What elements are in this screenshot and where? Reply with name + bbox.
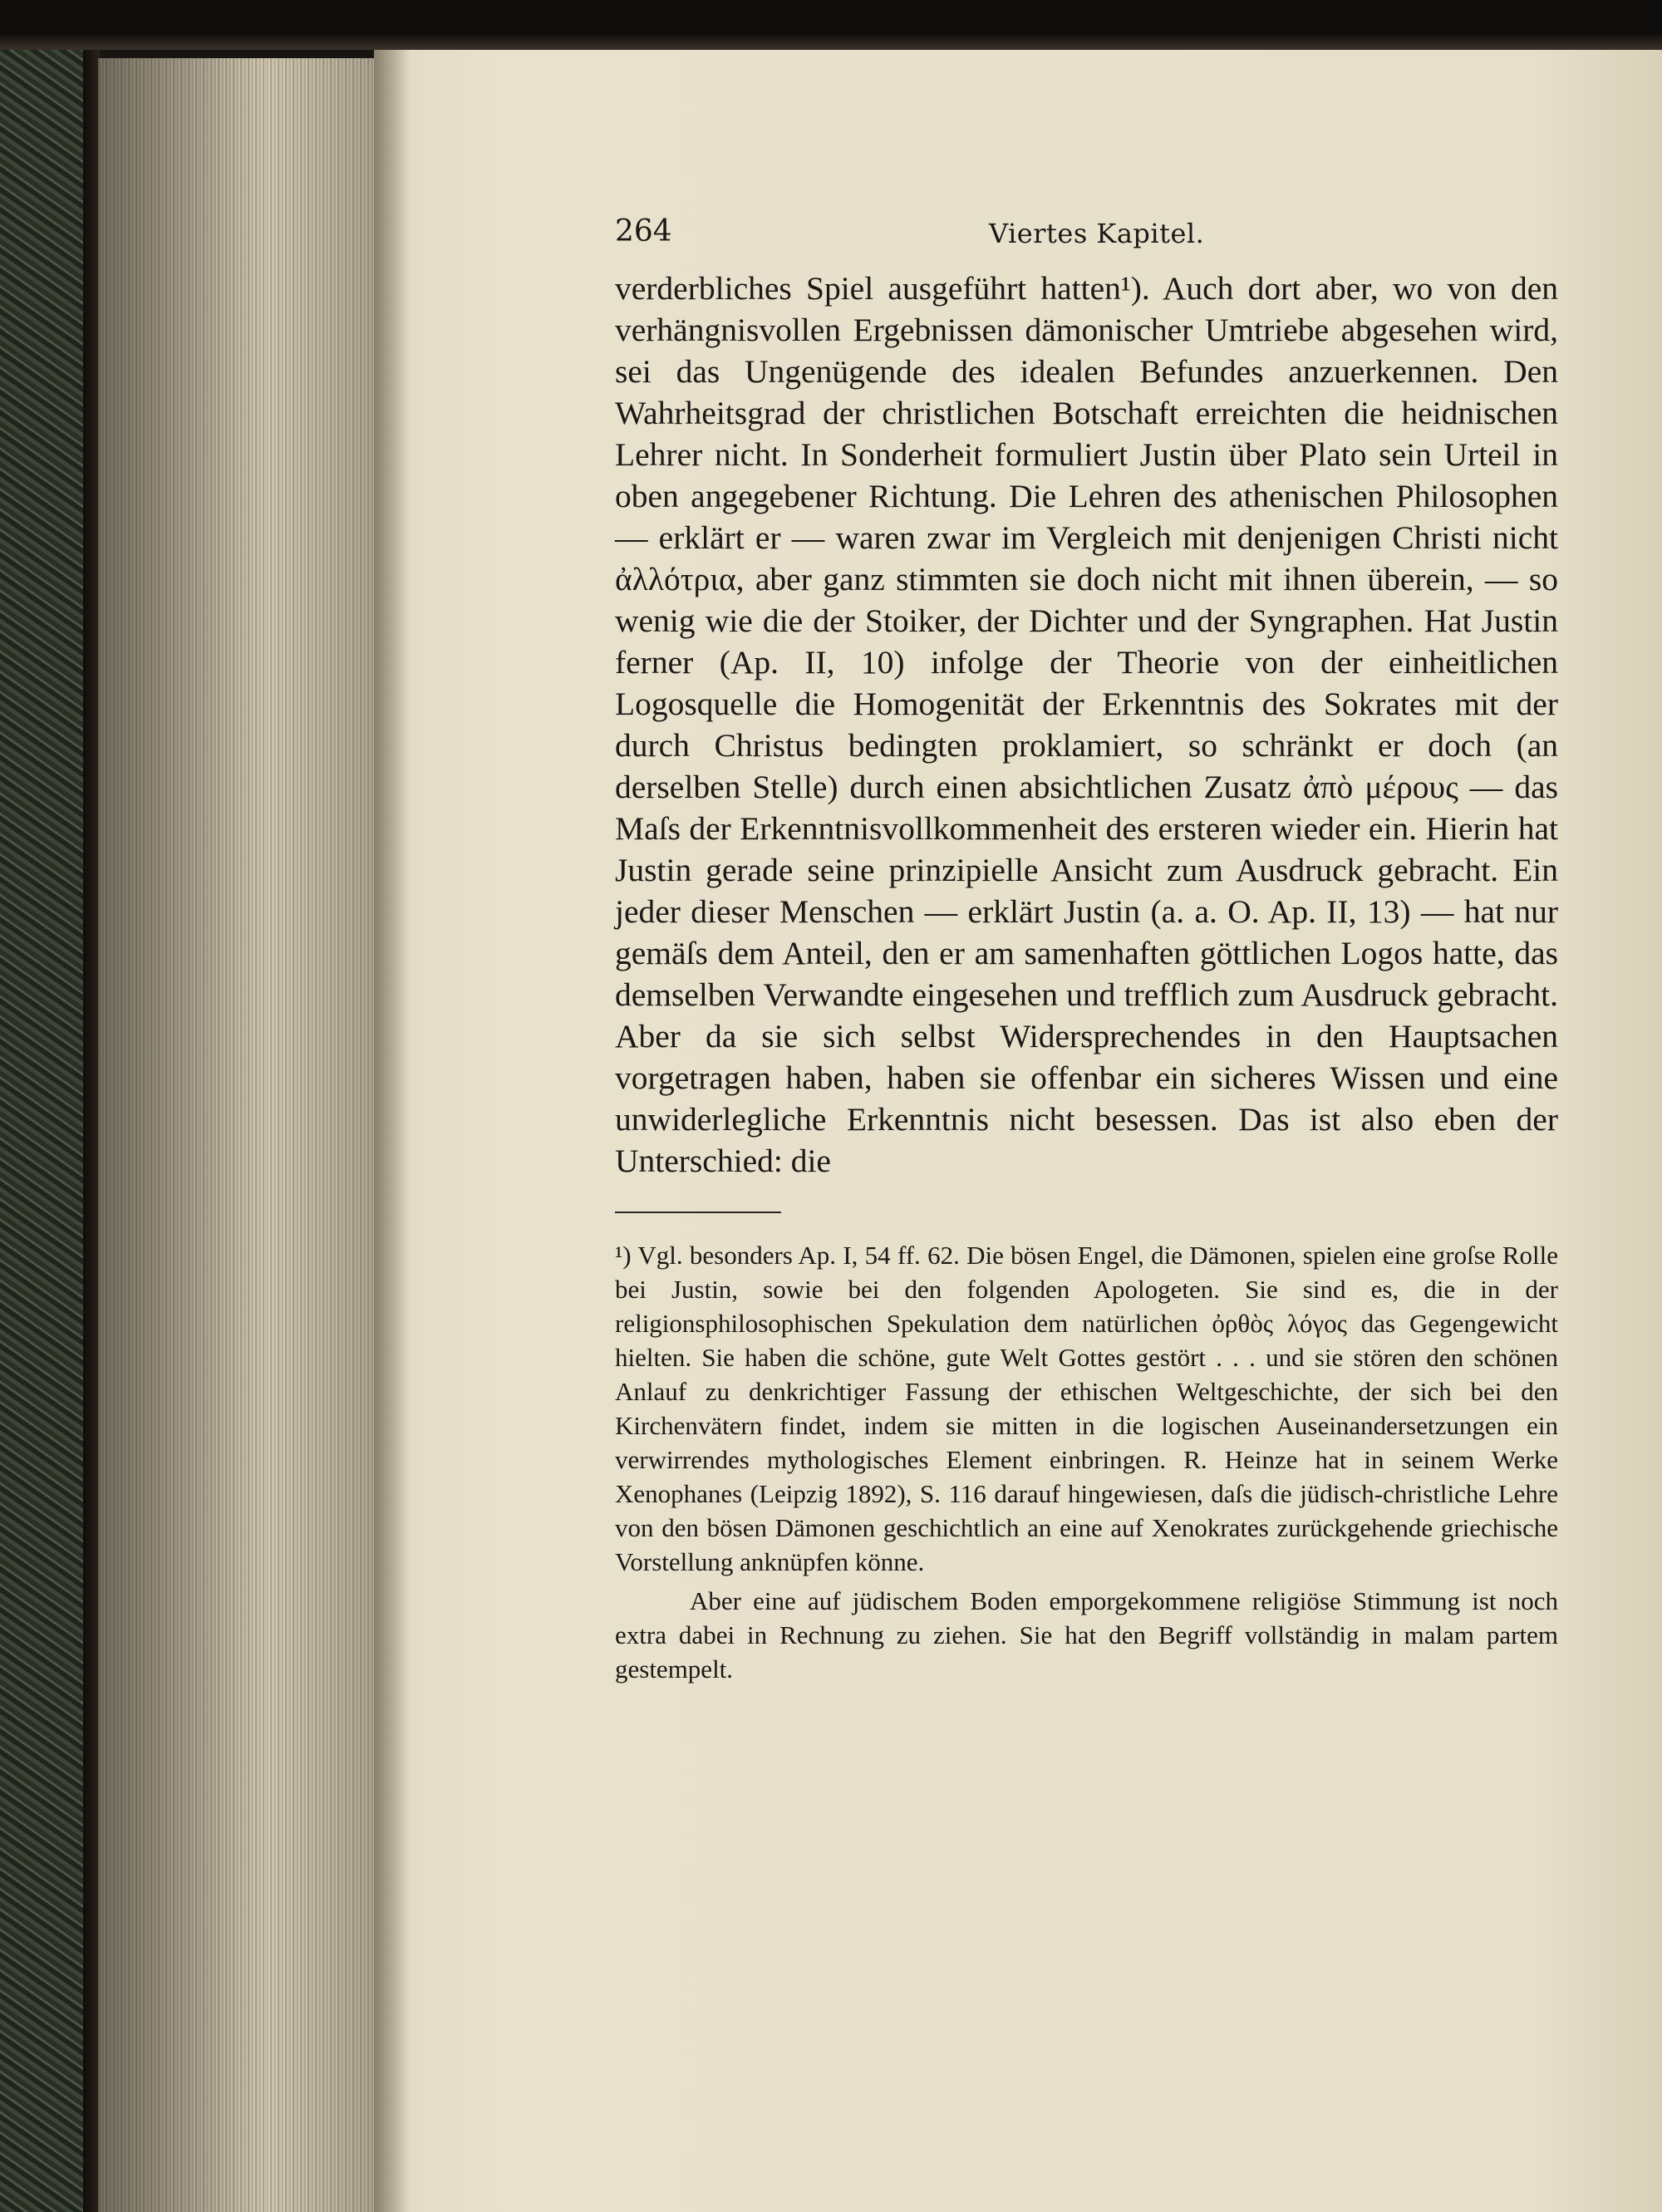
footnote-separator — [615, 1212, 781, 1213]
cover-edge — [83, 0, 100, 2212]
page-number: 264 — [615, 214, 672, 248]
page-text-block — [615, 199, 1558, 1686]
marbled-cover-board — [0, 0, 91, 2212]
chapter-title: Viertes Kapitel. — [989, 218, 1205, 249]
page-gutter-shadow — [374, 46, 411, 2212]
page-stack-shadow — [98, 58, 381, 2212]
main-paragraph: verderbliches Spiel ausgeführt hatten¹). Auch dort aber, wo von den verhängnisvollen Ergebnissen dämonischer Umtriebe abgesehen wird, sei das Ungenügende des idealen Befundes anzuerkennen. Den Wahrheitsgrad der christlichen Botschaft erreichten die heidnischen Lehrer nicht. In Sonderheit formuliert Justin über Plato sein Urteil in oben angegebener Richtung. Die Lehren des athenischen Philosophen — erklärt er — waren zwar im Vergleich mit denjenigen Christi nicht ἀλλότρια, aber ganz stimmten sie doch nicht mit ihnen überein, — so wenig wie die der Stoiker, der Dichter und der Syngraphen. Hat Justin ferner (Ap. II, 10) infolge der Theorie von der einheitlichen Logosquelle die Homogenität der Erkenntnis des Sokrates mit der durch Christus bedingten proklamiert, so schränkt er doch (an derselben Stelle) durch einen absichtlichen Zusatz ἀπὸ μέρους — das Maſs der Erkenntnisvollkommenheit des ersteren wieder ein. Hierin hat Justin gerade seine prinzipielle Ansicht zum Ausdruck gebracht. Ein jeder dieser Menschen — erklärt Justin (a. a. O. Ap. II, 13) — hat nur gemäſs dem Anteil, den er am samenhaften göttlichen Logos hatte, das demselben Verwandte eingesehen und trefflich zum Ausdruck gebracht. Aber da sie sich selbst Widersprechendes in den Hauptsachen vorgetragen haben, haben sie offenbar ein sicheres Wissen und eine unwiderlegliche Erkenntnis nicht besessen. Das ist also eben der Unterschied: die — [615, 270, 1558, 1179]
top-dark-edge — [0, 0, 1662, 50]
footnote-1: ¹) Vgl. besonders Ap. I, 54 ff. 62. Die bösen Engel, die Dämonen, spielen eine groſse Rolle bei Justin, sowie bei den folgenden Apologeten. Sie sind es, die in der religionsphilosophischen Spekulation dem natürlichen ὀρθὸς λόγος das Gegengewicht hielten. Sie haben die schöne, gute Welt Gottes gestört . . . und sie stören den schönen Anlauf zu denkrichtiger Fassung der ethischen Weltgeschichte, der sich bei den Kirchenvätern findet, indem sie mitten in die logischen Auseinandersetzungen ein verwirrendes mythologisches Element einbringen. R. Heinze hat in seinem Werke Xenophanes (Leipzig 1892), S. 116 darauf hingewiesen, daſs die jüdisch-christliche Lehre von den bösen Dämonen geschichtlich an eine auf Xenokrates zurückgehende griechische Vorstellung anknüpfen könne. — [615, 1241, 1558, 1576]
running-head — [615, 199, 1558, 258]
footnote-continuation: Aber eine auf jüdischem Boden emporgekommene religiöse Stimmung ist noch extra dabei in Rechnung zu ziehen. Sie hat den Begriff vollständig in malam partem gestempelt. — [615, 1586, 1558, 1684]
